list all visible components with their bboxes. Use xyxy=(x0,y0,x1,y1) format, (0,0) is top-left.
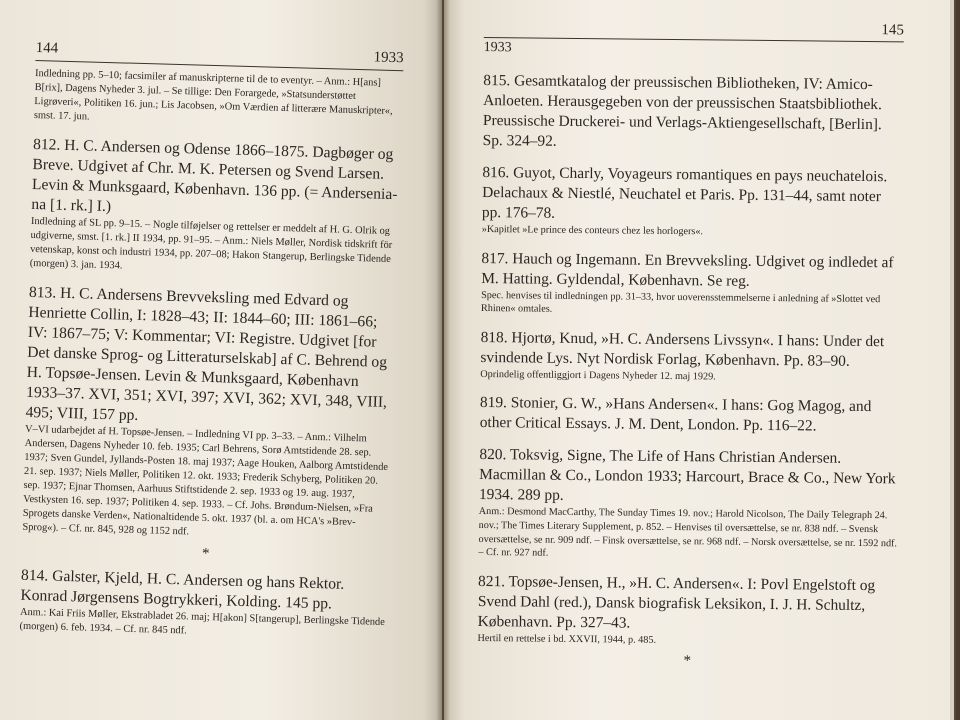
entry-816-note: »Kapitlet »Le prince des conteurs chez les horlogers«. xyxy=(481,223,704,238)
entry-819: 819. Stonier, G. W., »Hans Andersen«. I hans: Gog Magog, and other Critical Essays. J. M. Dent, London. Pp. 116–22. xyxy=(479,394,872,435)
entry-813-note: V–VI udarbejdet af H. Topsøe-Jensen. – Indledning VI pp. 3–33. – Anm.: Vilhelm Andersen, Dagens Nyheder 10. feb. 1935; Carl Behrens, Sorø Amtstidende 28. sep. 1937; Sven Gundel, Jyllands-Posten 18. maj 1937; Aage Houken, Aalborg Amtstidende 21. sep. 1937; Niels Møller, Politiken 12. okt. 1933; Frederik Schyberg, Politiken 20. sep. 1937; Ejnar Thomsen, Aarhuus Stiftstidende 2. sep. 1933 og 19. aug. 1937, Vestkysten 16. sep. 1937; Politiken 4. sep. 1933. – Cf. Johs. Brøndum-Nielsen, »Fra Sprogets danske Verden«, Nationaltidende 5. okt. 1937 (bl. a. om HCA's »Brev-Sprog«). – Cf. nr. 845, 928 og 1152 ndf. xyxy=(22,423,389,538)
entry-818: 818. Hjortø, Knud, »H. C. Andersens Livssyn«. I hans: Under det svindende Lys. Nyt Nordisk Forlag, København. Pp. 83–90. xyxy=(480,328,885,370)
right-running-year: 1933 xyxy=(484,37,904,60)
entry-816: 816. Guyot, Charly, Voyageurs romantiques en pays neuchatelois. Delachaux & Niestlé, Neuchatel et Paris. Pp. 131–44, samt noter pp. 176–78. xyxy=(481,163,888,222)
right-page xyxy=(444,0,950,720)
entry-815: 815. Gesamtkatalog der preussischen Bibliotheken, IV: Amico-Anloeten. Herausgegeben von der preussischen Staatsbibliothek. Preussische Druckerei- und Verlags-Aktiengesellschaft, [Berlin]. Sp. 324–92. xyxy=(482,71,882,150)
section-asterisk: * xyxy=(201,545,210,563)
entry-814: 814. Galster, Kjeld, H. C. Andersen og hans Rektor. Konrad Jørgensens Bogtrykkeri, Kolding. 145 pp. xyxy=(20,566,345,613)
entry-817-note: Spec. henvises til indledningen pp. 31–33, hvor uoverensstemmelserne i anledning af »Slottet ved Rhinen« omtales. xyxy=(480,289,881,315)
section-asterisk-right: * xyxy=(683,653,692,670)
entry-821-note: Hertil en rettelse i bd. XXVII, 1944, p. 485. xyxy=(477,632,657,646)
entry-818-note: Oprindelig offentliggjort i Dagens Nyheder 12. maj 1929. xyxy=(480,368,716,383)
left-page-number: 144 xyxy=(35,40,59,57)
entry-811-note: Indledning pp. 5–10; facsimiler af manuskripterne til de to eventyr. – Anm.: H[ans] B[rix], Dagens Nyheder 3. jul. – Se tillige: Den Forargede, »Statsunderstøttet Ligrøveri«, Politiken 16. jun.; Lis Jacobsen, »Om Værdien af litterære Manuskripter«, smst. 17. jun. xyxy=(33,67,393,123)
entry-812: 812. H. C. Andersen og Odense 1866–1875. Dagbøger og Breve. Udgivet af Chr. M. K. Petersen og Svend Larsen. Levin & Munksgaard, København. 136 pp. (= Andersenia-na [1. rk.] I.) xyxy=(31,135,398,216)
left-running-head xyxy=(35,40,403,71)
entry-814-note: Anm.: Kai Friis Møller, Ekstrabladet 26. maj; H[akon] S[tangerup], Berlingske Tidende (morgen) 6. feb. 1934. – Cf. nr. 845 ndf. xyxy=(19,606,385,637)
right-page-number: 145 xyxy=(881,22,904,39)
entry-813: 813. H. C. Andersens Brevveksling med Edvard og Henriette Collin, I: 1828–43; II: 1844–60; III: 1861–66; IV: 1867–75; V: Kommentar; VI: Registre. Udgivet [for Det danske Sprog- og Litteraturselskab] af C. Behrend og H. Topsøe-Jensen. Levin & Munksgaard, København 1933–37. XVI, 351; XVI, 397; XVI, 362; XVI, 348, VIII, 495; VIII, 157 pp. xyxy=(25,283,388,425)
entry-817: 817. Hauch og Ingemann. En Brevveksling. Udgivet og indledet af M. Hatting. Gyldendal, København. Se reg. xyxy=(481,249,894,290)
left-running-year: 1933 xyxy=(373,49,404,67)
book-gutter xyxy=(436,0,450,720)
left-page-text xyxy=(19,40,403,644)
entry-820: 820. Toksvig, Signe, The Life of Hans Christian Andersen. Macmillan & Co., London 1933; Harcourt, Brace & Co., New York 1934. 289 pp. xyxy=(478,446,896,505)
right-running-head xyxy=(484,18,904,69)
left-page xyxy=(0,0,442,720)
entry-812-note: Indledning af SL pp. 9–15. – Nogle tilføjelser og rettelser er meddelt af H. G. Olrik og udgiverne, smst. [1. rk.] II 1934, pp. 91–95. – Anm.: Niels Møller, Nordisk tidskrift för vetenskap, konst och industri 1934, pp. 207–08; Hakon Stangerup, Berlingske Tidende (morgen) 3. jan. 1934. xyxy=(29,215,393,272)
entry-821: 821. Topsøe-Jensen, H., »H. C. Andersen«. I: Povl Engelstoft og Svend Dahl (red.), Dansk biografisk Leksikon, I. J. H. Schultz, København. Pp. 327–43. xyxy=(477,572,876,632)
entry-820-note: Anm.: Desmond MacCarthy, The Sunday Times 19. nov.; Harold Nicolson, The Daily Telegraph 24. nov.; The Times Literary Supplement, p. 852. – Henvises til oversættelse, se nr. 838 ndf. – Svensk oversættelse, se nr. 909 ndf. – Finsk oversættelse, se nr. 968 ndf. – Norsk oversættelse, se nr. 1592 ndf. – Cf. nr. 927 ndf. xyxy=(478,506,898,559)
right-page-text xyxy=(477,18,904,681)
